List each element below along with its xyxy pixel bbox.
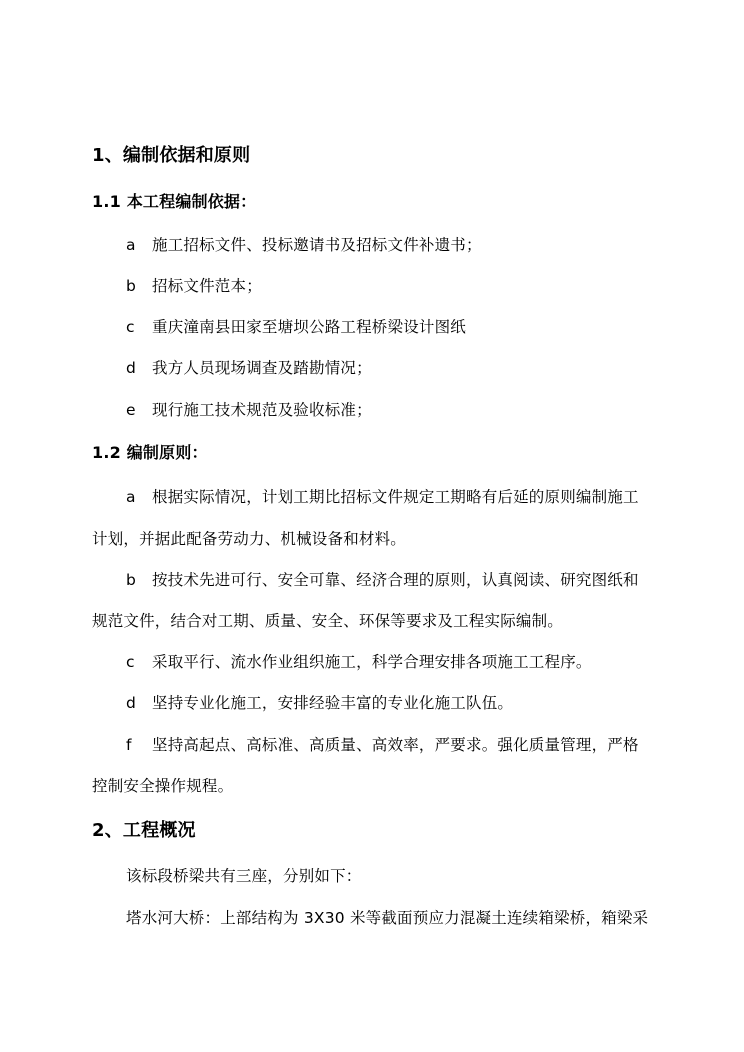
list-item-text: 招标文件范本； <box>152 277 262 295</box>
principle-a-line-1 <box>126 487 639 507</box>
basis-item-e <box>126 400 372 420</box>
list-marker: c <box>126 653 135 671</box>
principle-f-line-1 <box>126 735 639 755</box>
basis-item-a <box>126 235 482 255</box>
list-marker: e <box>126 401 136 419</box>
paragraph-text: 坚持高起点、高标准、高质量、高效率，严要求。强化质量管理，严格 <box>152 736 639 754</box>
section-1-1-heading: 1.1 本工程编制依据： <box>92 192 257 211</box>
principle-f-line-2: 控制安全操作规程。 <box>92 777 234 795</box>
overview-paragraph: 该标段桥梁共有三座，分别如下： <box>126 867 362 885</box>
overview-paragraph: 塔水河大桥：上部结构为 3X30 米等截面预应力混凝土连续箱梁桥，箱梁采 <box>126 909 649 927</box>
section-1-heading: 1、编制依据和原则 <box>92 145 251 166</box>
section-2-heading: 2、工程概况 <box>92 820 196 841</box>
list-item-text: 现行施工技术规范及验收标准； <box>152 401 372 419</box>
principle-d-line-1 <box>126 693 513 713</box>
section-1-2-heading: 1.2 编制原则： <box>92 443 208 462</box>
list-marker: d <box>126 694 137 712</box>
list-marker: b <box>126 277 137 295</box>
basis-item-d <box>126 358 372 378</box>
paragraph-text: 按技术先进可行、安全可靠、经济合理的原则，认真阅读、研究图纸和 <box>152 571 639 589</box>
paragraph-text: 坚持专业化施工，安排经验丰富的专业化施工队伍。 <box>152 694 514 712</box>
basis-item-b <box>126 276 262 296</box>
list-item-text: 我方人员现场调查及踏勘情况； <box>152 359 372 377</box>
paragraph-text: 根据实际情况，计划工期比招标文件规定工期略有后延的原则编制施工 <box>152 488 639 506</box>
basis-item-c <box>126 317 466 337</box>
paragraph-text: 采取平行、流水作业组织施工，科学合理安排各项施工工程序。 <box>152 653 592 671</box>
list-marker: d <box>126 359 137 377</box>
list-marker: b <box>126 571 137 589</box>
list-marker: a <box>126 236 136 254</box>
list-marker: f <box>126 736 132 754</box>
principle-b-line-2: 规范文件，结合对工期、质量、安全、环保等要求及工程实际编制。 <box>92 612 564 630</box>
list-marker: a <box>126 488 136 506</box>
principle-b-line-1 <box>126 570 639 590</box>
principle-c-line-1 <box>126 652 592 672</box>
list-item-text: 重庆潼南县田家至塘坝公路工程桥梁设计图纸 <box>152 318 467 336</box>
list-marker: c <box>126 318 135 336</box>
principle-a-line-2: 计划，并据此配备劳动力、机械设备和材料。 <box>92 530 407 548</box>
list-item-text: 施工招标文件、投标邀请书及招标文件补遗书； <box>152 236 482 254</box>
